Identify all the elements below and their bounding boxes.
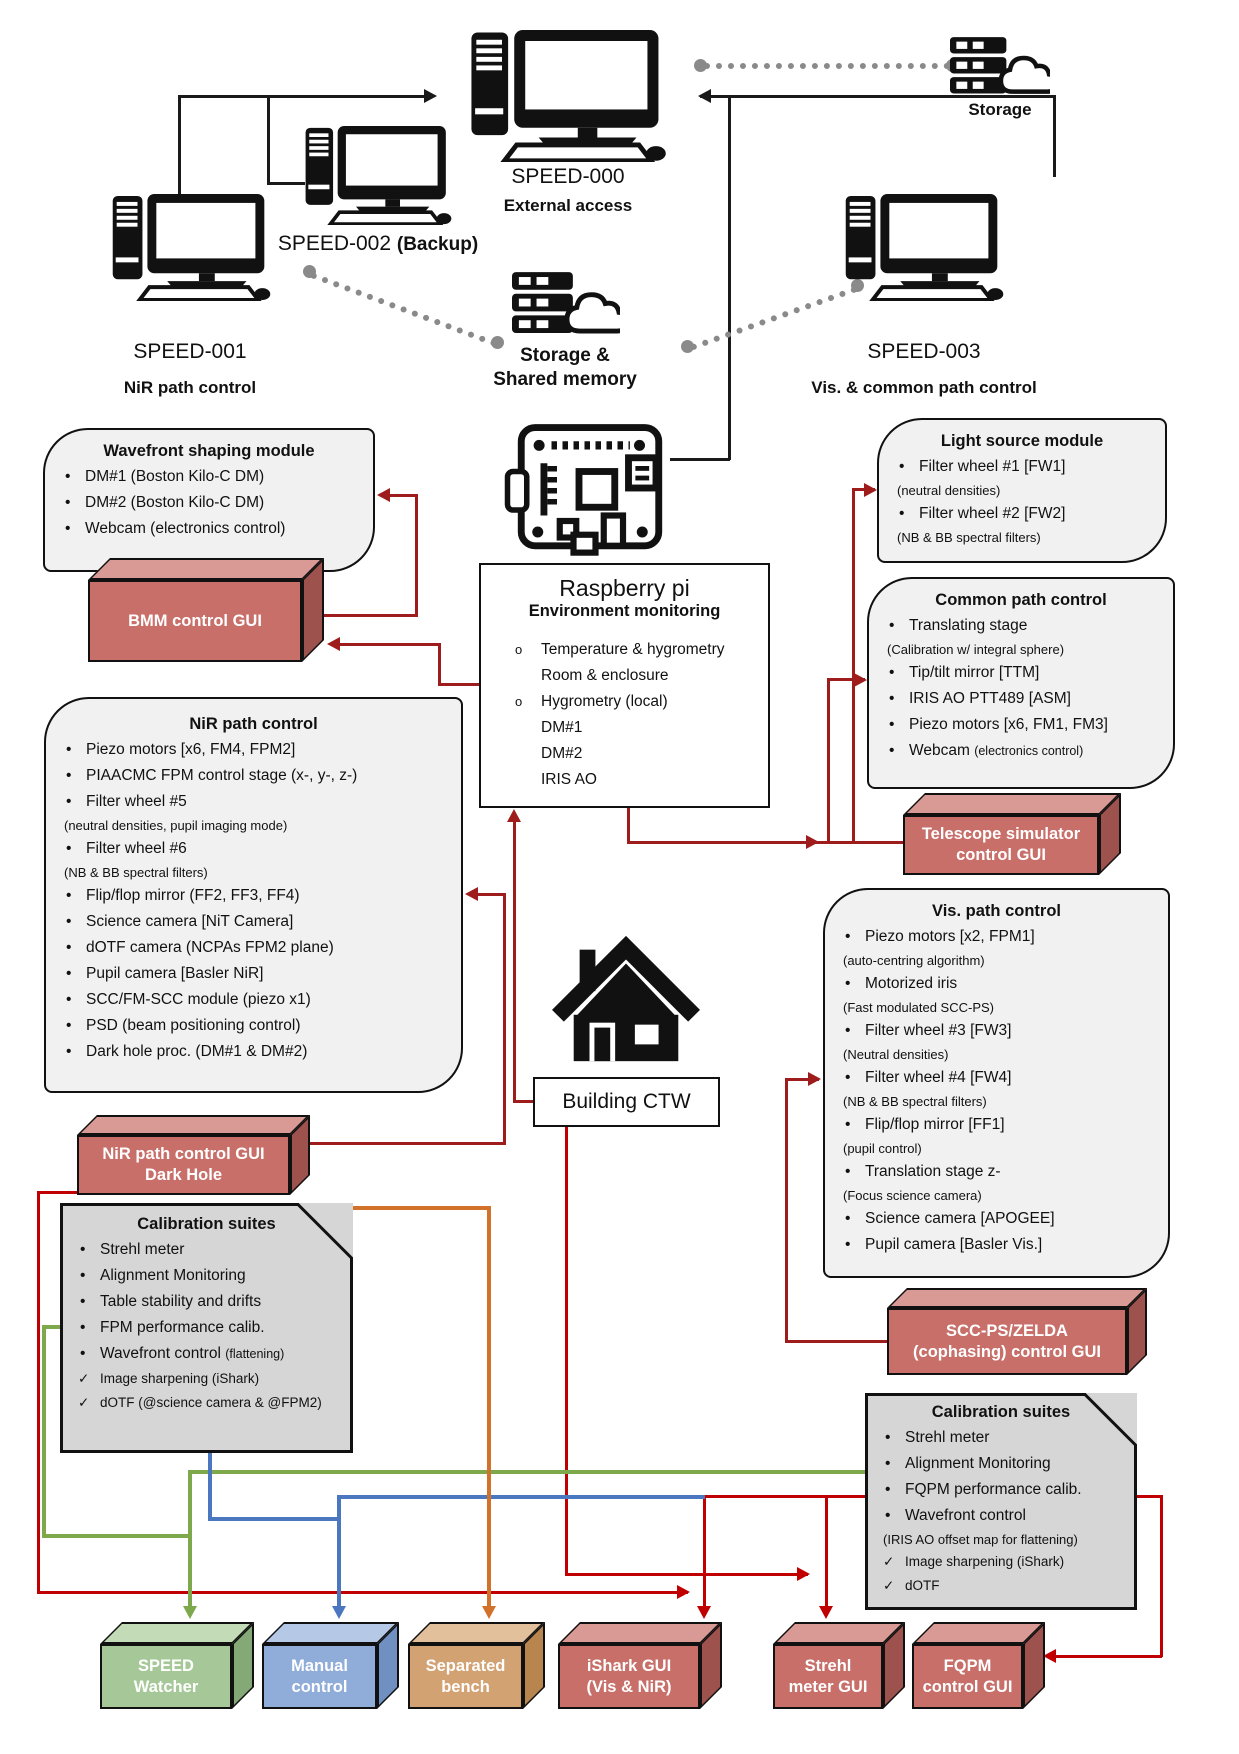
module-title: NiR path control xyxy=(189,715,318,733)
module-common-path xyxy=(867,577,1175,789)
connector xyxy=(178,95,432,98)
gui-box-top xyxy=(100,1622,254,1644)
list-item: ✓ Image sharpening (iShark) xyxy=(66,1367,347,1391)
connector xyxy=(353,1206,489,1210)
list-item: (Focus science camera) xyxy=(843,1188,982,1203)
dot-endpoint xyxy=(694,59,707,72)
dotted-link xyxy=(704,63,950,69)
computer-role: NiR path control xyxy=(123,378,257,397)
shared-storage-label: Storage & Shared memory xyxy=(493,345,637,390)
gui-ishark xyxy=(558,1622,722,1709)
building-ctw-box xyxy=(533,1077,720,1127)
building-ctw-label: Building CTW xyxy=(562,1090,691,1113)
computer-icon xyxy=(110,194,272,301)
arrowhead xyxy=(697,1606,711,1619)
module-items xyxy=(871,1425,1131,1598)
arrowhead xyxy=(808,1072,821,1086)
connector xyxy=(267,182,305,185)
module-items xyxy=(875,613,1167,764)
gui-box-front: SCC-PS/ZELDA (cophasing) control GUI xyxy=(887,1308,1127,1375)
connector xyxy=(188,1470,192,1612)
gui-box-front: Strehl meter GUI xyxy=(773,1644,883,1709)
list-item: • Table stability and drifts xyxy=(66,1289,347,1315)
arrowhead xyxy=(424,89,437,103)
module-title: Light source module xyxy=(940,432,1104,450)
list-item: (IRIS AO offset map for flattening) xyxy=(883,1532,1078,1547)
arrowhead xyxy=(377,488,390,502)
list-item: • PSD (beam positioning control) xyxy=(52,1013,455,1039)
module-items xyxy=(831,924,1162,1258)
arrowhead xyxy=(332,1606,346,1619)
arrowhead xyxy=(327,637,340,651)
list-item: • Filter wheel #4 [FW4] xyxy=(831,1065,1162,1091)
module-light-source xyxy=(877,418,1167,563)
connector xyxy=(188,1470,865,1474)
module-title: Vis. path control xyxy=(932,902,1061,920)
list-item: (neutral densities) xyxy=(897,483,1001,498)
dotted-link xyxy=(310,272,498,347)
list-item: • Strehl meter xyxy=(871,1425,1131,1451)
list-item: (NB & BB spectral filters) xyxy=(64,865,208,880)
raspberry-items xyxy=(485,637,764,793)
raspberry-pi-box xyxy=(479,563,770,808)
module-items xyxy=(885,454,1159,548)
module-items xyxy=(51,464,367,542)
connector xyxy=(513,1100,535,1103)
connector xyxy=(785,1340,887,1343)
list-item: • Tip/tilt mirror [TTM] xyxy=(875,660,1167,686)
list-item: • Webcam (electronics control) xyxy=(875,738,1167,764)
module-calibration-suites-left xyxy=(60,1203,353,1453)
computer-icon xyxy=(303,126,453,225)
raspberry-subtitle: Environment monitoring xyxy=(528,602,721,620)
connector xyxy=(42,1534,190,1538)
computer-icon xyxy=(843,194,1005,301)
connector xyxy=(178,95,181,194)
module-items xyxy=(52,737,455,1065)
connector xyxy=(627,808,630,843)
list-item: (neutral densities, pupil imaging mode) xyxy=(64,818,288,833)
connector xyxy=(827,678,830,843)
arrowhead xyxy=(864,483,877,497)
connector xyxy=(1160,1495,1163,1657)
connector xyxy=(852,488,855,843)
gui-bmm-control xyxy=(88,558,324,662)
dot-endpoint xyxy=(303,265,316,278)
gui-box-front: iShark GUI (Vis & NiR) xyxy=(558,1644,700,1709)
connector xyxy=(487,1206,491,1612)
connector xyxy=(825,1495,828,1613)
connector xyxy=(208,1517,339,1521)
connector xyxy=(565,1573,808,1576)
connector xyxy=(415,494,418,617)
list-item: • Piezo motors [x6, FM4, FPM2] xyxy=(52,737,455,763)
list-item: • Filter wheel #5 xyxy=(52,789,455,815)
raspberry-title: Raspberry pi xyxy=(559,575,690,601)
gui-box-front: NiR path control GUI Dark Hole xyxy=(77,1135,290,1195)
computer-name: SPEED-003 xyxy=(867,340,981,363)
module-title: Common path control xyxy=(935,591,1107,609)
connector xyxy=(785,1078,788,1342)
connector xyxy=(1047,1655,1162,1658)
arrowhead xyxy=(806,835,819,849)
list-item: • Piezo motors [x6, FM1, FM3] xyxy=(875,712,1167,738)
gui-box-top xyxy=(887,1288,1147,1308)
connector xyxy=(337,1495,705,1499)
gui-box-top xyxy=(558,1622,722,1644)
arrowhead xyxy=(183,1606,197,1619)
list-item: ✓ dOTF xyxy=(871,1574,1131,1598)
gui-scc-ps-zelda xyxy=(887,1288,1147,1375)
gui-telescope-simulator xyxy=(903,793,1121,875)
list-item: DM#1 xyxy=(541,719,583,736)
computer-role: Vis. & common path control xyxy=(811,378,1037,397)
arrowhead xyxy=(797,1567,810,1581)
list-item: o Temperature & hygrometry xyxy=(485,637,764,663)
connector xyxy=(438,683,481,686)
gui-box-front: FQPM control GUI xyxy=(912,1644,1023,1709)
list-item: ✓ Image sharpening (iShark) xyxy=(871,1550,1131,1574)
connector xyxy=(627,841,903,844)
storage-icon xyxy=(950,35,1050,101)
module-title: Calibration suites xyxy=(931,1403,1071,1421)
gui-box-front: SPEED Watcher xyxy=(100,1644,232,1709)
computer-role: External access xyxy=(503,196,633,215)
list-item: • Motorized iris xyxy=(831,971,1162,997)
module-wavefront-shaping xyxy=(43,428,375,572)
connector xyxy=(503,893,506,1145)
module-title: Wavefront shaping module xyxy=(103,442,315,460)
gui-box-top xyxy=(903,793,1121,815)
computer-name: SPEED-002 (Backup) xyxy=(277,232,479,255)
gui-manual-control xyxy=(262,1622,399,1709)
list-item: • SCC/FM-SCC module (piezo x1) xyxy=(52,987,455,1013)
list-item: • Pupil camera [Basler Vis.] xyxy=(831,1232,1162,1258)
gui-separated-bench xyxy=(408,1622,545,1709)
list-item: • Alignment Monitoring xyxy=(66,1263,347,1289)
list-item: (Fast modulated SCC-PS) xyxy=(843,1000,994,1015)
list-item: ✓ dOTF (@science camera & @FPM2) xyxy=(66,1391,347,1415)
storage-label: Storage xyxy=(968,100,1032,119)
list-item: • Alignment Monitoring xyxy=(871,1451,1131,1477)
list-item: Room & enclosure xyxy=(541,667,669,684)
gui-speed-watcher xyxy=(100,1622,254,1709)
connector xyxy=(331,643,438,646)
list-item: • FPM performance calib. xyxy=(66,1315,347,1341)
connector xyxy=(290,1142,505,1145)
list-item: (auto-centring algorithm) xyxy=(843,953,985,968)
gui-box-front: Separated bench xyxy=(408,1644,523,1709)
list-item: • Filter wheel #2 [FW2] xyxy=(885,501,1159,527)
connector xyxy=(37,1191,77,1194)
arrowhead xyxy=(854,673,867,687)
arrowhead xyxy=(465,887,478,901)
module-items xyxy=(66,1237,347,1415)
list-item: • Webcam (electronics control) xyxy=(51,516,367,542)
list-item: IRIS AO xyxy=(541,771,597,788)
list-item: • Science camera [APOGEE] xyxy=(831,1206,1162,1232)
list-item: (NB & BB spectral filters) xyxy=(897,530,1041,545)
list-item: • Piezo motors [x2, FPM1] xyxy=(831,924,1162,950)
list-item: (Calibration w/ integral sphere) xyxy=(887,642,1065,657)
list-item: • Filter wheel #1 [FW1] xyxy=(885,454,1159,480)
list-item: • IRIS AO PTT489 [ASM] xyxy=(875,686,1167,712)
list-item: • FQPM performance calib. xyxy=(871,1477,1131,1503)
gui-fqpm-control xyxy=(912,1622,1045,1709)
gui-nir-path-control xyxy=(77,1115,310,1195)
shared-storage-icon xyxy=(512,270,620,341)
gui-box-top xyxy=(77,1115,310,1135)
list-item: • Pupil camera [Basler NiR] xyxy=(52,961,455,987)
list-item: DM#2 xyxy=(541,745,583,762)
list-item: • Flip/flop mirror [FF1] xyxy=(831,1112,1162,1138)
computer-name: SPEED-001 xyxy=(133,340,247,363)
list-item: • Dark hole proc. (DM#1 & DM#2) xyxy=(52,1039,455,1065)
connector xyxy=(267,95,270,184)
computer-name: SPEED-000 xyxy=(511,165,625,188)
list-item: • Translation stage z- xyxy=(831,1159,1162,1185)
connector xyxy=(438,643,441,686)
connector xyxy=(37,1191,40,1593)
house-icon xyxy=(552,935,700,1062)
list-item: • dOTF camera (NCPAs FPM2 plane) xyxy=(52,935,455,961)
arrowhead xyxy=(507,809,521,822)
arrowhead xyxy=(482,1606,496,1619)
connector xyxy=(670,458,730,461)
gui-box-front: Manual control xyxy=(262,1644,377,1709)
gui-box-top xyxy=(88,558,324,580)
connector xyxy=(513,814,516,1102)
module-calibration-suites-right xyxy=(865,1393,1137,1610)
connector xyxy=(728,95,731,460)
connector xyxy=(703,1495,706,1613)
connector xyxy=(337,1495,341,1612)
list-item: • Wavefront control (flattening) xyxy=(66,1341,347,1367)
list-item: (NB & BB spectral filters) xyxy=(843,1094,987,1109)
module-title: Calibration suites xyxy=(137,1215,276,1233)
list-item: • Strehl meter xyxy=(66,1237,347,1263)
gui-strehl-meter xyxy=(773,1622,905,1709)
dot-endpoint xyxy=(681,340,694,353)
list-item: • Filter wheel #6 xyxy=(52,836,455,862)
list-item: • Translating stage xyxy=(875,613,1167,639)
list-item: (Neutral densities) xyxy=(843,1047,949,1062)
module-vis-path-control xyxy=(823,888,1170,1278)
arrowhead xyxy=(677,1585,690,1599)
list-item: • PIAACMC FPM control stage (x-, y-, z-) xyxy=(52,763,455,789)
gui-box-front: Telescope simulator control GUI xyxy=(903,815,1099,875)
list-item: • DM#2 (Boston Kilo-C DM) xyxy=(51,490,367,516)
connector xyxy=(37,1591,688,1594)
arrowhead xyxy=(819,1606,833,1619)
gui-box-front: BMM control GUI xyxy=(88,580,302,662)
connector xyxy=(42,1325,46,1537)
list-item: (pupil control) xyxy=(843,1141,922,1156)
connector xyxy=(565,1127,568,1575)
module-nir-path-control xyxy=(44,697,463,1093)
arrowhead xyxy=(698,89,711,103)
connector xyxy=(208,1453,212,1520)
list-item: • DM#1 (Boston Kilo-C DM) xyxy=(51,464,367,490)
connector xyxy=(322,614,418,617)
list-item: • Flip/flop mirror (FF2, FF3, FF4) xyxy=(52,883,455,909)
list-item: • Wavefront control xyxy=(871,1503,1131,1529)
list-item: • Science camera [NiT Camera] xyxy=(52,909,455,935)
raspberry-pi-icon xyxy=(502,418,667,558)
list-item: o Hygrometry (local) xyxy=(485,689,764,715)
computer-icon xyxy=(468,30,668,162)
list-item: • Filter wheel #3 [FW3] xyxy=(831,1018,1162,1044)
